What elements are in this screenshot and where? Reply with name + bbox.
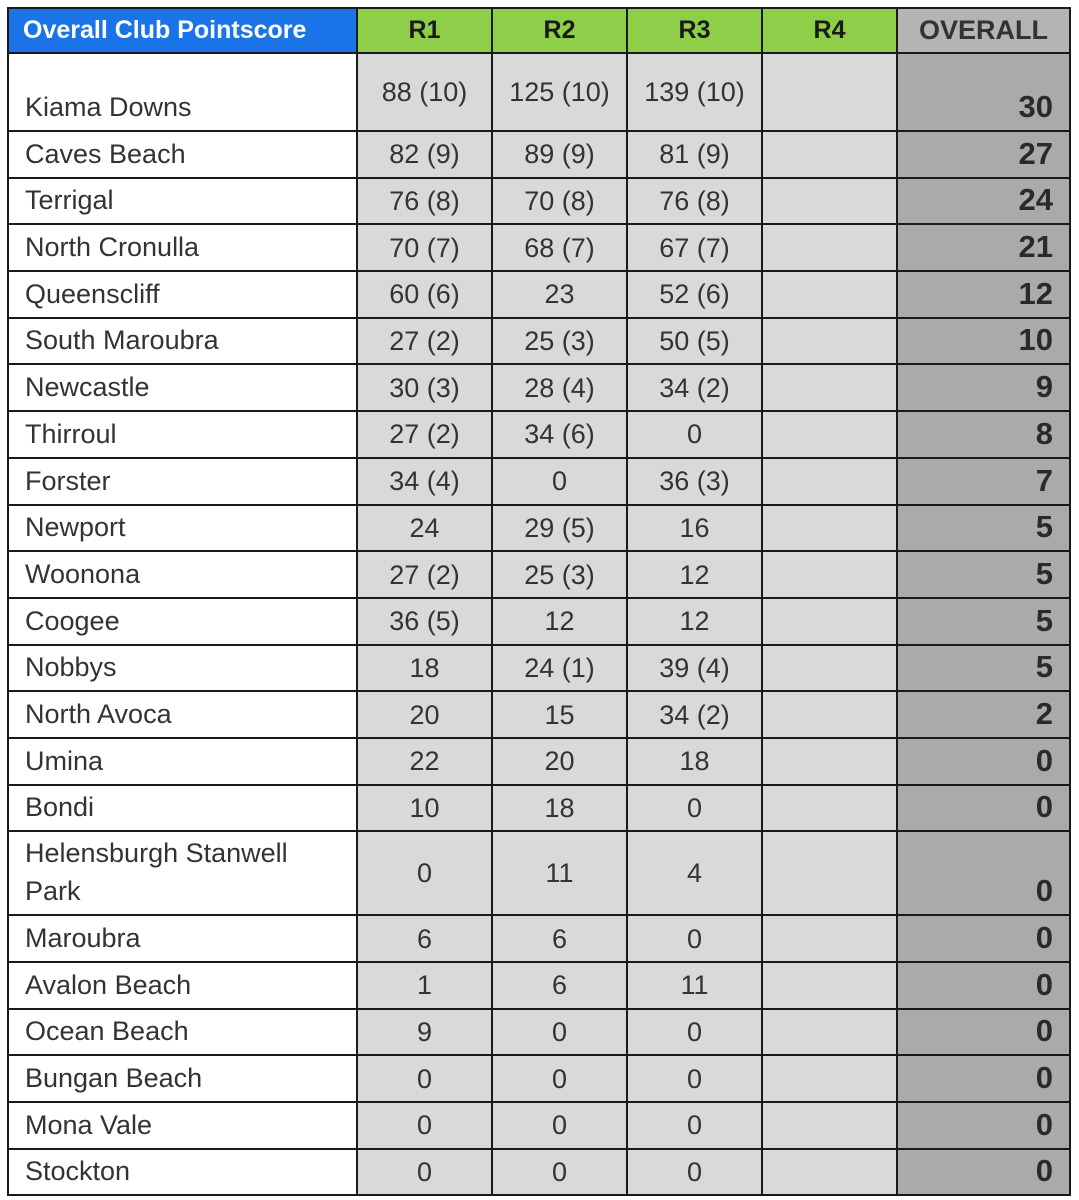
r2-score-cell: 0 [492,458,627,505]
r1-score-cell: 0 [357,1055,492,1102]
r4-score-cell [762,831,897,915]
club-cell: Newcastle [8,364,357,411]
r3-score-cell: 0 [627,1149,762,1196]
overall-score-cell: 5 [897,645,1070,692]
r4-column-header: R4 [762,8,897,53]
r2-score-cell: 24 (1) [492,645,627,692]
r1-score-cell: 0 [357,1149,492,1196]
r4-score-cell [762,1149,897,1196]
r2-score-cell: 28 (4) [492,364,627,411]
overall-score-cell: 30 [897,53,1070,131]
r4-score-cell [762,598,897,645]
r1-score-cell: 22 [357,738,492,785]
club-cell: North Cronulla [8,224,357,271]
r4-score-cell [762,1055,897,1102]
r1-score-cell: 76 (8) [357,178,492,225]
r3-score-cell: 52 (6) [627,271,762,318]
club-cell: Avalon Beach [8,962,357,1009]
r1-score-cell: 9 [357,1009,492,1056]
overall-score-cell: 7 [897,458,1070,505]
r4-score-cell [762,1102,897,1149]
overall-score-cell: 2 [897,691,1070,738]
r3-score-cell: 12 [627,598,762,645]
r2-score-cell: 25 (3) [492,551,627,598]
overall-score-cell: 8 [897,411,1070,458]
r4-score-cell [762,645,897,692]
r1-score-cell: 27 (2) [357,411,492,458]
r3-score-cell: 12 [627,551,762,598]
r3-score-cell: 16 [627,505,762,552]
r3-score-cell: 34 (2) [627,364,762,411]
r1-score-cell: 82 (9) [357,131,492,178]
table-row [8,224,1070,271]
r3-score-cell: 0 [627,1102,762,1149]
r1-score-cell: 0 [357,831,492,915]
r4-score-cell [762,738,897,785]
r1-column-header: R1 [357,8,492,53]
club-cell: Thirroul [8,411,357,458]
r2-score-cell: 29 (5) [492,505,627,552]
table-row [8,1055,1070,1102]
table-row [8,53,1070,131]
table-row [8,915,1070,962]
r2-score-cell: 11 [492,831,627,915]
r3-score-cell: 0 [627,411,762,458]
r1-score-cell: 1 [357,962,492,1009]
r1-score-cell: 27 (2) [357,318,492,365]
table-row [8,364,1070,411]
r4-score-cell [762,53,897,131]
club-cell: Caves Beach [8,131,357,178]
club-cell: Newport [8,505,357,552]
r3-score-cell: 36 (3) [627,458,762,505]
table-body [8,53,1070,1195]
r4-score-cell [762,458,897,505]
r2-score-cell: 15 [492,691,627,738]
r2-score-cell: 125 (10) [492,53,627,131]
r4-score-cell [762,411,897,458]
r3-score-cell: 34 (2) [627,691,762,738]
table-row [8,131,1070,178]
r1-score-cell: 88 (10) [357,53,492,131]
r3-score-cell: 11 [627,962,762,1009]
club-column-header: Overall Club Pointscore [8,8,357,53]
r4-score-cell [762,551,897,598]
r1-score-cell: 70 (7) [357,224,492,271]
table-row [8,738,1070,785]
r3-score-cell: 76 (8) [627,178,762,225]
table-row [8,785,1070,832]
overall-score-cell: 5 [897,551,1070,598]
r2-score-cell: 34 (6) [492,411,627,458]
club-cell: Nobbys [8,645,357,692]
overall-score-cell: 0 [897,785,1070,832]
table-row [8,1149,1070,1196]
r2-score-cell: 20 [492,738,627,785]
r4-score-cell [762,364,897,411]
table-row [8,505,1070,552]
r4-score-cell [762,785,897,832]
overall-score-cell: 0 [897,831,1070,915]
r2-score-cell: 18 [492,785,627,832]
overall-score-cell: 5 [897,598,1070,645]
club-cell: Bondi [8,785,357,832]
r4-score-cell [762,505,897,552]
r2-score-cell: 70 (8) [492,178,627,225]
table-row [8,691,1070,738]
r3-score-cell: 50 (5) [627,318,762,365]
r4-score-cell [762,131,897,178]
club-cell: Maroubra [8,915,357,962]
overall-score-cell: 21 [897,224,1070,271]
r3-score-cell: 0 [627,1055,762,1102]
r1-score-cell: 0 [357,1102,492,1149]
r4-score-cell [762,962,897,1009]
r1-score-cell: 6 [357,915,492,962]
overall-score-cell: 5 [897,505,1070,552]
r2-score-cell: 25 (3) [492,318,627,365]
header-row [8,8,1070,53]
r2-score-cell: 6 [492,915,627,962]
r1-score-cell: 20 [357,691,492,738]
club-cell: Kiama Downs [8,53,357,131]
club-cell: North Avoca [8,691,357,738]
r2-score-cell: 68 (7) [492,224,627,271]
club-cell: Stockton [8,1149,357,1196]
r1-score-cell: 36 (5) [357,598,492,645]
overall-score-cell: 0 [897,1102,1070,1149]
r1-score-cell: 60 (6) [357,271,492,318]
r3-score-cell: 0 [627,915,762,962]
overall-score-cell: 24 [897,178,1070,225]
r2-score-cell: 89 (9) [492,131,627,178]
table-row [8,271,1070,318]
table-row [8,458,1070,505]
r2-column-header: R2 [492,8,627,53]
overall-score-cell: 12 [897,271,1070,318]
club-cell: Woonona [8,551,357,598]
r2-score-cell: 0 [492,1149,627,1196]
r3-column-header: R3 [627,8,762,53]
r4-score-cell [762,915,897,962]
r3-score-cell: 39 (4) [627,645,762,692]
r4-score-cell [762,224,897,271]
r4-score-cell [762,271,897,318]
club-cell: Umina [8,738,357,785]
overall-score-cell: 27 [897,131,1070,178]
table-row [8,1102,1070,1149]
table-row [8,831,1070,915]
club-cell: Mona Vale [8,1102,357,1149]
overall-score-cell: 0 [897,962,1070,1009]
r3-score-cell: 67 (7) [627,224,762,271]
r3-score-cell: 81 (9) [627,131,762,178]
r2-score-cell: 0 [492,1055,627,1102]
r3-score-cell: 4 [627,831,762,915]
table-row [8,411,1070,458]
table-row [8,962,1070,1009]
r2-score-cell: 12 [492,598,627,645]
r1-score-cell: 34 (4) [357,458,492,505]
club-cell: South Maroubra [8,318,357,365]
table-row [8,645,1070,692]
club-cell: Coogee [8,598,357,645]
club-cell: Queenscliff [8,271,357,318]
overall-score-cell: 0 [897,915,1070,962]
table-row [8,551,1070,598]
r4-score-cell [762,318,897,365]
table-row [8,178,1070,225]
r3-score-cell: 139 (10) [627,53,762,131]
r4-score-cell [762,691,897,738]
r1-score-cell: 30 (3) [357,364,492,411]
overall-score-cell: 0 [897,1009,1070,1056]
overall-score-cell: 0 [897,738,1070,785]
r2-score-cell: 0 [492,1009,627,1056]
table-row [8,1009,1070,1056]
table-row [8,598,1070,645]
club-cell: Terrigal [8,178,357,225]
overall-score-cell: 10 [897,318,1070,365]
r1-score-cell: 18 [357,645,492,692]
r2-score-cell: 23 [492,271,627,318]
r4-score-cell [762,1009,897,1056]
overall-column-header: OVERALL [897,8,1070,53]
pointscore-table [7,7,1071,1196]
overall-score-cell: 0 [897,1055,1070,1102]
r4-score-cell [762,178,897,225]
club-cell: Bungan Beach [8,1055,357,1102]
r3-score-cell: 18 [627,738,762,785]
r1-score-cell: 24 [357,505,492,552]
overall-score-cell: 9 [897,364,1070,411]
club-cell: Helensburgh Stanwell Park [8,831,357,915]
club-cell: Ocean Beach [8,1009,357,1056]
table-row [8,318,1070,365]
r2-score-cell: 6 [492,962,627,1009]
r3-score-cell: 0 [627,1009,762,1056]
overall-score-cell: 0 [897,1149,1070,1196]
club-cell: Forster [8,458,357,505]
r2-score-cell: 0 [492,1102,627,1149]
r1-score-cell: 10 [357,785,492,832]
r3-score-cell: 0 [627,785,762,832]
r1-score-cell: 27 (2) [357,551,492,598]
